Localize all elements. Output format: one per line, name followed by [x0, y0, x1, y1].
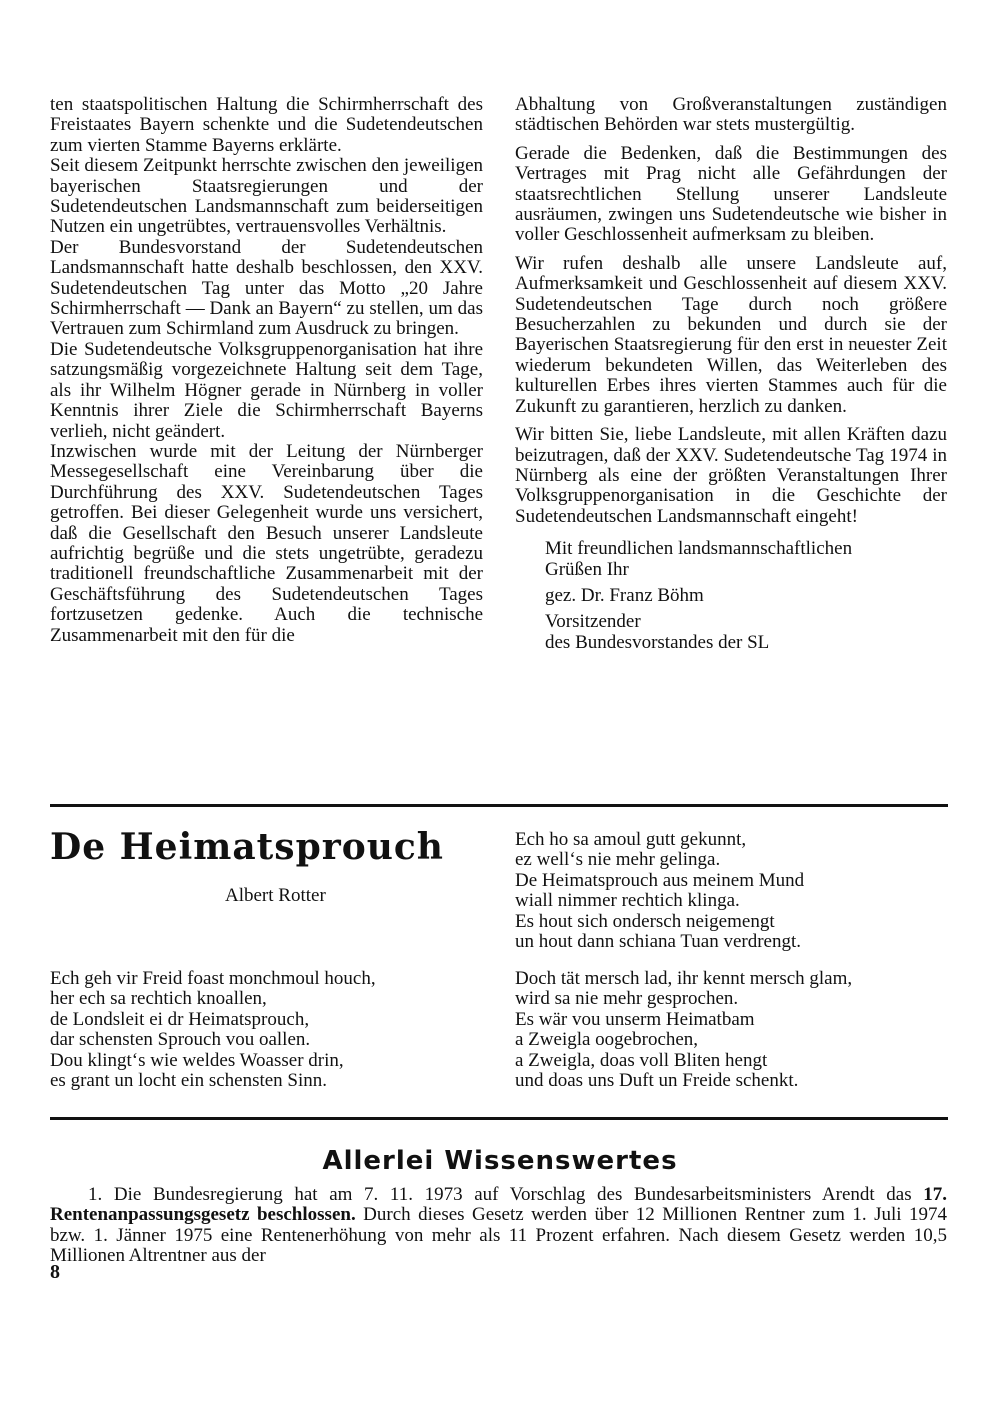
verse-line: dar schensten Sprouch vou oallen. — [50, 1029, 311, 1051]
news-item — [50, 1185, 947, 1267]
closing-greeting: Mit freundlichen landsmannschaftlichen — [545, 538, 853, 560]
signature: gez. Dr. Franz Böhm — [545, 584, 704, 606]
signer-org: des Bundesvorstandes der SL — [545, 631, 770, 653]
paragraph: Die Sudetendeutsche Volksgruppenorganisation hat ihre satzungsmäßig vorgezeichnete Haltung seit dem Tage, als ihr Wilhelm Högner gerade in Nürnberg in voller Kenntnis ihrer Ziele die Schirmherrschaft Bayerns verlieh, nicht geändert. — [50, 338, 483, 442]
section-heading: Allerlei Wissenswertes — [322, 1146, 678, 1176]
verse-line: Ech ho sa amoul gutt gekunnt, — [515, 829, 747, 850]
verse-line: Es wär vou unserm Heimatbam — [515, 1008, 755, 1030]
paragraph: Der Bundesvorstand der Sudetendeutschen Landsmannschaft hatte deshalb beschlossen, den XXV. Sudetendeutschen Tag unter das Motto „20 Jahre Schirmherrschaft — Dank an Bayern“ zu stellen, um das Vertrauen zum Schirmland zum Ausdruck zu bringen. — [50, 236, 483, 340]
verse-line: her ech sa rechtich knoallen, — [50, 988, 267, 1010]
news-text: 1. Die Bundesregierung hat am 7. 11. 1973 auf Vorschlag des Bundesarbeitsministers Arendt das — [88, 1184, 924, 1205]
verse-line: wird sa nie mehr gesprochen. — [515, 988, 739, 1010]
paragraph: Wir rufen deshalb alle unsere Landsleute auf, Aufmerksamkeit und Geschlossenheit auf diesem XXV. Sudetendeutschen Tage durch noch größere Besucherzahlen zu bekunden und durch sie der Bayerischen Staatsregierung für den erst in neuester Zeit wiederum bekundeten Willen, das Weiterleben des kulturellen Erbes ihres vierten Stammes auch für die Zukunft zu garantieren, herzlich zu danken. — [515, 252, 947, 417]
poem-title: De Heimatsprouch — [50, 826, 444, 868]
verse-line: Es hout sich ondersch neigemengt — [515, 910, 775, 932]
right-column — [515, 95, 947, 653]
signer-role: Vorsitzender — [545, 611, 641, 633]
paragraph: Gerade die Bedenken, daß die Bestimmungen des Vertrages mit Prag nicht alle Gefährdungen der staatsrechtlichen Stellung unserer Landsleute ausräumen, zwingen uns Sudetendeutsche wie bisher in voller Geschlossenheit aufmerksam zu bleiben. — [515, 142, 947, 246]
paragraph: Seit diesem Zeitpunkt herrschte zwischen den jeweiligen bayerischen Staatsregierungen und der Sudetendeutschen Landsmannschaft zum beiderseitigen Nutzen ein ungetrübtes, vertrauensvolles Verhältnis. — [50, 155, 483, 238]
verse-line: Dou klingt‘s wie weldes Woasser drin, — [50, 1049, 344, 1071]
divider — [50, 1117, 948, 1120]
paragraph: Abhaltung von Großveranstaltungen zuständigen städtischen Behörden war stets mustergültig. — [515, 94, 947, 136]
page-number: 8 — [50, 1261, 60, 1283]
poem-stanza — [515, 969, 852, 1091]
verse-line: a Zweigla oogebrochen, — [515, 1029, 699, 1051]
paragraph: Inzwischen wurde mit der Leitung der Nürnberger Messegesellschaft eine Vereinbarung über die Durchführung des XXV. Sudetendeutschen Tages getroffen. Bei dieser Gelegenheit wurde uns versichert, daß die Gesellschaft den Besuch unserer Landsleute aufrichtig begrüße und die stets ungetrübte, geradezu traditionell freundschaftliche Zusammenarbeit mit der Geschäftsführung des Sudetendeutschen Tages fortzusetzen gedenke. Auch die technische Zusammenarbeit mit den für die — [50, 440, 483, 646]
verse-line: wiall nimmer rechtich klinga. — [515, 890, 740, 912]
verse-line: ez well‘s nie mehr gelinga. — [515, 849, 721, 871]
left-column — [50, 95, 483, 646]
verse-line: a Zweigla, doas voll Bliten hengt — [515, 1049, 768, 1071]
verse-line: und doas uns Duft un Freide schenkt. — [515, 1070, 799, 1092]
verse-line: es grant un locht ein schensten Sinn. — [50, 1070, 328, 1092]
news-text-bold: 17. Rentenanpassungsgesetz beschlossen. — [50, 1184, 947, 1226]
verse-line: Doch tät mersch lad, ihr kennt mersch glam, — [515, 968, 853, 989]
paragraph: Wir bitten Sie, liebe Landsleute, mit allen Kräften dazu beizutragen, daß der XXV. Sudetendeutsche Tag 1974 in Nürnberg als eine der größten Veranstaltungen Ihrer Volksgruppenorganisation in die Geschichte der Sudetendeutschen Landsmannschaft eingeht! — [515, 424, 947, 527]
poem-stanza — [50, 969, 376, 1091]
poem-stanza — [515, 830, 804, 952]
verse-line: un hout dann schiana Tuan verdrengt. — [515, 931, 802, 953]
paragraph: ten staatspolitischen Haltung die Schirmherrschaft des Freistaates Bayern schenkte und die Sudetendeutschen zum vierten Stamme Bayerns erklärte. — [50, 94, 483, 156]
letter-closing — [545, 539, 947, 653]
poem-author: Albert Rotter — [225, 885, 326, 906]
news-text: Durch dieses Gesetz werden über 12 Millionen Rentner zum 1. Juli 1974 bzw. 1. Jänner 1975 eine Rentenerhöhung von mehr als 11 Prozent erfahren. Nach diesem Gesetz werden 10,5 Millionen Altrentner aus der — [50, 1204, 947, 1267]
closing-greeting: Grüßen Ihr — [545, 558, 629, 580]
verse-line: Ech geh vir Freid foast monchmoul houch, — [50, 968, 376, 989]
verse-line: de Londsleit ei dr Heimatsprouch, — [50, 1008, 310, 1030]
verse-line: De Heimatsprouch aus meinem Mund — [515, 869, 805, 891]
divider — [50, 804, 948, 807]
